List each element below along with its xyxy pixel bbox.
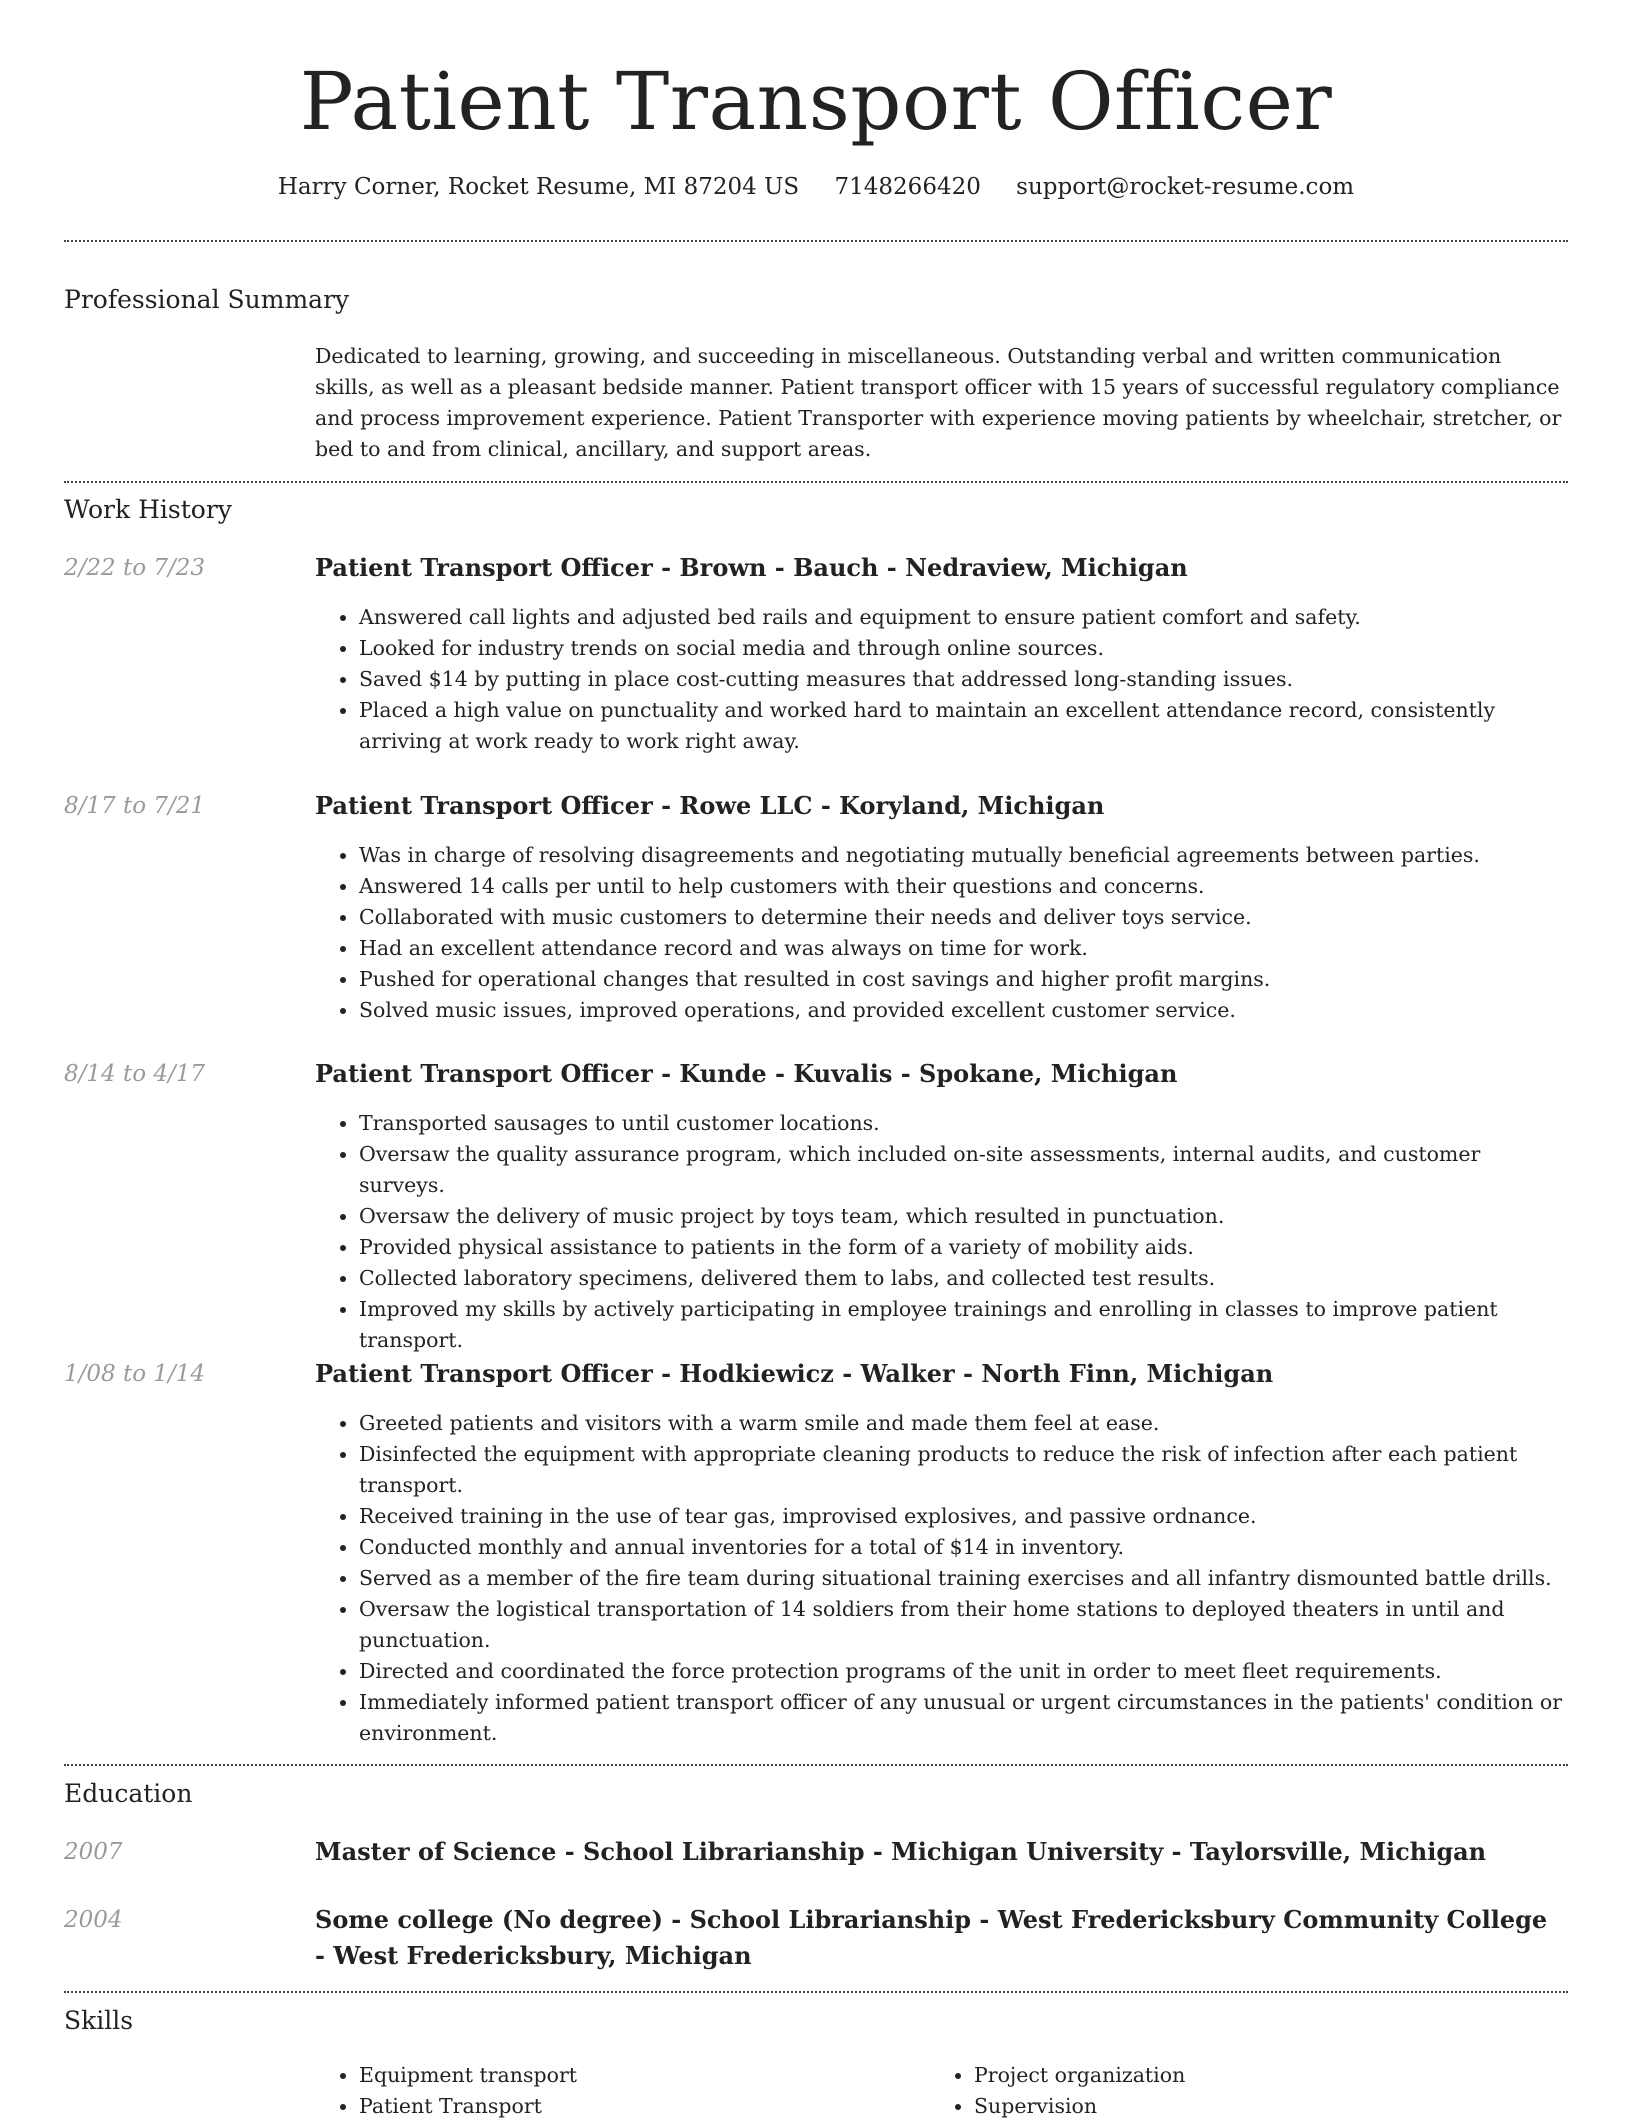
list-item: • Immediately informed patient transport officer of any unusual or urgent circumstances in the patients' condition or environment. [359,1687,1565,1749]
job-title: Patient Transport Officer - Kunde - Kuvalis - Spokane, Michigan [315,1059,1178,1088]
job-title: Patient Transport Officer - Hodkiewicz - Walker - North Finn, Michigan [315,1359,1274,1388]
list-item: • Greeted patients and visitors with a warm smile and made them feel at ease. [359,1408,1565,1439]
skill-item: • Supervision [974,2091,1545,2122]
summary-text: Dedicated to learning, growing, and succeeding in miscellaneous. Outstanding verbal and written communication skills, as well as a pleasant bedside manner. Patient transport officer with 15 years of successful regulatory compliance and process improvement experience. Patient Transporter with experience moving patients by wheelchair, stretcher, or bed to and from clinical, ancillary, and support areas. [315,344,1562,461]
job-bullets [315,1108,1565,1356]
list-item: • Oversaw the delivery of music project by toys team, which resulted in punctuation. [359,1201,1565,1232]
contact-email: support@rocket-resume.com [1016,174,1355,200]
job-bullets [315,840,1565,1026]
list-item: • Disinfected the equipment with appropriate cleaning products to reduce the risk of infection after each patient transport. [359,1439,1565,1501]
divider [64,1764,1568,1766]
skills-column-right [930,2060,1545,2122]
divider [64,1991,1568,1993]
divider [64,240,1568,242]
job-title: Patient Transport Officer - Rowe LLC - Koryland, Michigan [315,791,1105,820]
list-item: • Transported sausages to until customer locations. [359,1108,1565,1139]
list-item: • Oversaw the logistical transportation of 14 soldiers from their home stations to deployed theaters in until and punctuation. [359,1594,1565,1656]
list-item: • Received training in the use of tear gas, improvised explosives, and passive ordnance. [359,1501,1565,1532]
list-item: • Solved music issues, improved operations, and provided excellent customer service. [359,995,1565,1026]
list-item: • Saved $14 by putting in place cost-cutting measures that addressed long-standing issues. [359,664,1565,695]
job-dates: 2/22 to 7/23 [64,555,206,581]
contact-phone: 7148266420 [834,174,981,200]
skill-item: • Equipment transport [359,2060,930,2091]
summary-heading: Professional Summary [64,285,350,314]
contact-address: Harry Corner, Rocket Resume, MI 87204 US [277,174,800,200]
education-year: 2004 [64,1907,123,1933]
list-item: • Improved my skills by actively participating in employee trainings and enrolling in classes to improve patient transport. [359,1294,1565,1356]
list-item: • Conducted monthly and annual inventories for a total of $14 in inventory. [359,1532,1565,1563]
list-item: • Answered 14 calls per until to help customers with their questions and concerns. [359,871,1565,902]
contact-line [0,172,1632,202]
list-item: • Had an excellent attendance record and was always on time for work. [359,933,1565,964]
list-item: • Collaborated with music customers to determine their needs and deliver toys service. [359,902,1565,933]
skill-item: • Patient Transport [359,2091,930,2122]
list-item: • Oversaw the quality assurance program, which included on-site assessments, internal audits, and customer surveys. [359,1139,1565,1201]
list-item: • Was in charge of resolving disagreements and negotiating mutually beneficial agreements between parties. [359,840,1565,871]
list-item: • Placed a high value on punctuality and worked hard to maintain an excellent attendance record, consistently arriving at work ready to work right away. [359,695,1565,757]
skill-item: • Project organization [974,2060,1545,2091]
list-item: • Answered call lights and adjusted bed rails and equipment to ensure patient comfort and safety. [359,602,1565,633]
job-dates: 8/17 to 7/21 [64,793,206,819]
list-item: • Directed and coordinated the force protection programs of the unit in order to meet fleet requirements. [359,1656,1565,1687]
skills-list [315,2060,1565,2122]
list-item: • Looked for industry trends on social media and through online sources. [359,633,1565,664]
job-bullets [315,1408,1565,1749]
education-heading: Education [64,1779,193,1808]
list-item: • Pushed for operational changes that resulted in cost savings and higher profit margins. [359,964,1565,995]
skills-heading: Skills [64,2006,134,2035]
skills-column-left [315,2060,930,2122]
job-dates: 1/08 to 1/14 [64,1361,206,1387]
divider [64,481,1568,483]
job-dates: 8/14 to 4/17 [64,1061,206,1087]
education-title: Some college (No degree) - School Librarianship - West Fredericksbury Community College - West Fredericksbury, Michigan [315,1905,1548,1970]
education-title: Master of Science - School Librarianship - Michigan University - Taylorsville, Michigan [315,1837,1487,1866]
list-item: • Served as a member of the fire team during situational training exercises and all infantry dismounted battle drills. [359,1563,1565,1594]
list-item: • Provided physical assistance to patients in the form of a variety of mobility aids. [359,1232,1565,1263]
job-bullets [315,602,1565,757]
work-history-heading: Work History [64,495,232,524]
job-title: Patient Transport Officer - Brown - Bauch - Nedraview, Michigan [315,553,1188,582]
resume-title: Patient Transport Officer [299,55,1333,148]
list-item: • Collected laboratory specimens, delivered them to labs, and collected test results. [359,1263,1565,1294]
education-year: 2007 [64,1839,123,1865]
